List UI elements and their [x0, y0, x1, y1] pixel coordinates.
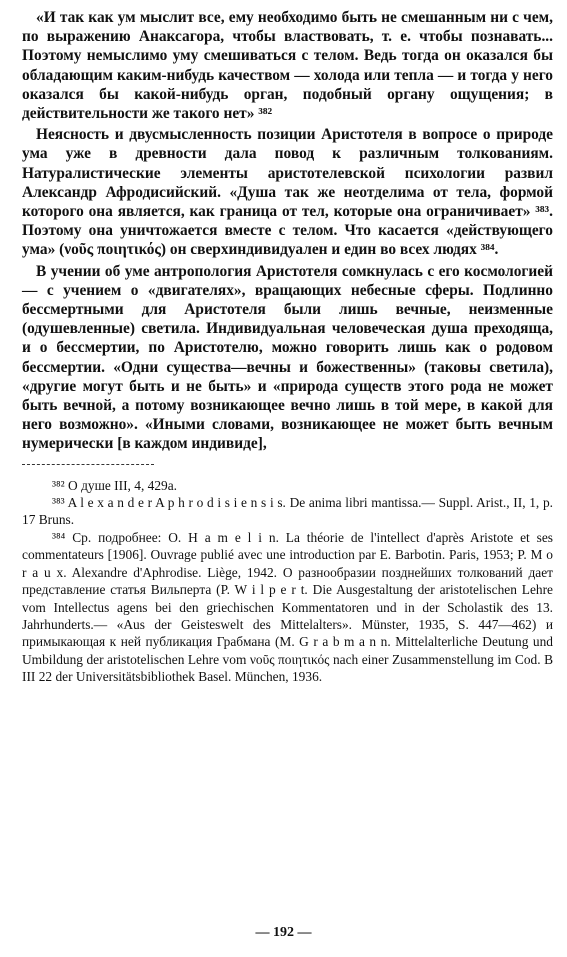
paragraph: В учении об уме антропология Аристотеля сомкнулась с его космологией — с учением о «двигателях», вращающих небесные сферы. Подлинно бессмертными для Аристотеля были лишь вечные, неизменные (одушевленные) светила. Индивидуальная человеческая душа преходяща, и о бессмертии, по Аристотелю, можно говорить лишь как о родовом бессмертии. «Одни существа—вечны и божественны» (таковы светила), «другие могут быть и не быть» и «природа существ этого рода не может быть вечной, а потому возникающее вечно лишь в той мере, в какой для него возможно». «Иными словами, возникающее не может быть вечным нумерически [в каждом индивиде],	[22, 262, 553, 453]
page-number: — 192 —	[255, 925, 312, 940]
paragraph: Неясность и двусмысленность позиции Аристотеля в вопросе о природе ума уже в древности дала повод к различным толкованиям. Натуралистические элементы аристотелевской психологии развил Александр Афродисийский. «Душа так же неотделима от тела, формой которого она является, как граница от тел, которые она ограничивает» ³⁸³. Поэтому она уничтожается вместе с телом. Что касается «действующего ума» (νοῦς ποιητικός) он сверхиндивидуален и един во всех людях ³⁸⁴.	[22, 126, 553, 259]
footnote-divider	[22, 464, 154, 465]
footnote: ³⁸³ A l e x a n d e r A p h r o d i s i e n s i s. De anima libri mantissa.— Suppl. Arist., II, 1, p. 17 Bruns.	[22, 495, 553, 528]
paragraph: «И так как ум мыслит все, ему необходимо быть не смешанным ни с чем, по выражению Анаксагора, чтобы властвовать, т. е. чтобы познавать... Поэтому немыслимо уму смешиваться с телом. Ведь тогда он оказался бы обладающим каким-нибудь качеством — холода или тепла — и тогда у него оказался бы какой-нибудь орган, подобный органу ощущения; в действительности же такого нет» ³⁸²	[22, 9, 553, 123]
main-text	[22, 8, 553, 454]
footnote: ³⁸² О душе III, 4, 429a.	[52, 477, 178, 493]
footnotes	[22, 477, 553, 686]
footnote: ³⁸⁴ Ср. подробнее: O. H a m e l i n. La théorie de l'intellect d'après Aristote et ses commentateurs [1906]. Ouvrage publié avec une introduction par E. Barbotin. Paris, 1953; P. M o r a u x. Alexandre d'Aphrodise. Liège, 1942. О разнообразии позднейших толкований дает представление статья Вильперта (P. W i l p e r t. Die Ausgestaltung der aristotelischen Lehre vom Intellectus agens bei den griechischen Kommentatoren und in der Scholastik des 13. Jahrhunderts.— «Aus der Geisteswelt des Mittelalters». Münster, 1935, S. 447—462) и примыкающая к ней публикация Грабмана (M. G r a b m a n n. Mittelalterliche Deutung und Umbildung der aristotelischen Lehre vom νοῦς ποιητικός nach einer Zusammenstellung im Cod. B III 22 der Universitätsbibliothek Basel. München, 1936.	[22, 529, 553, 685]
